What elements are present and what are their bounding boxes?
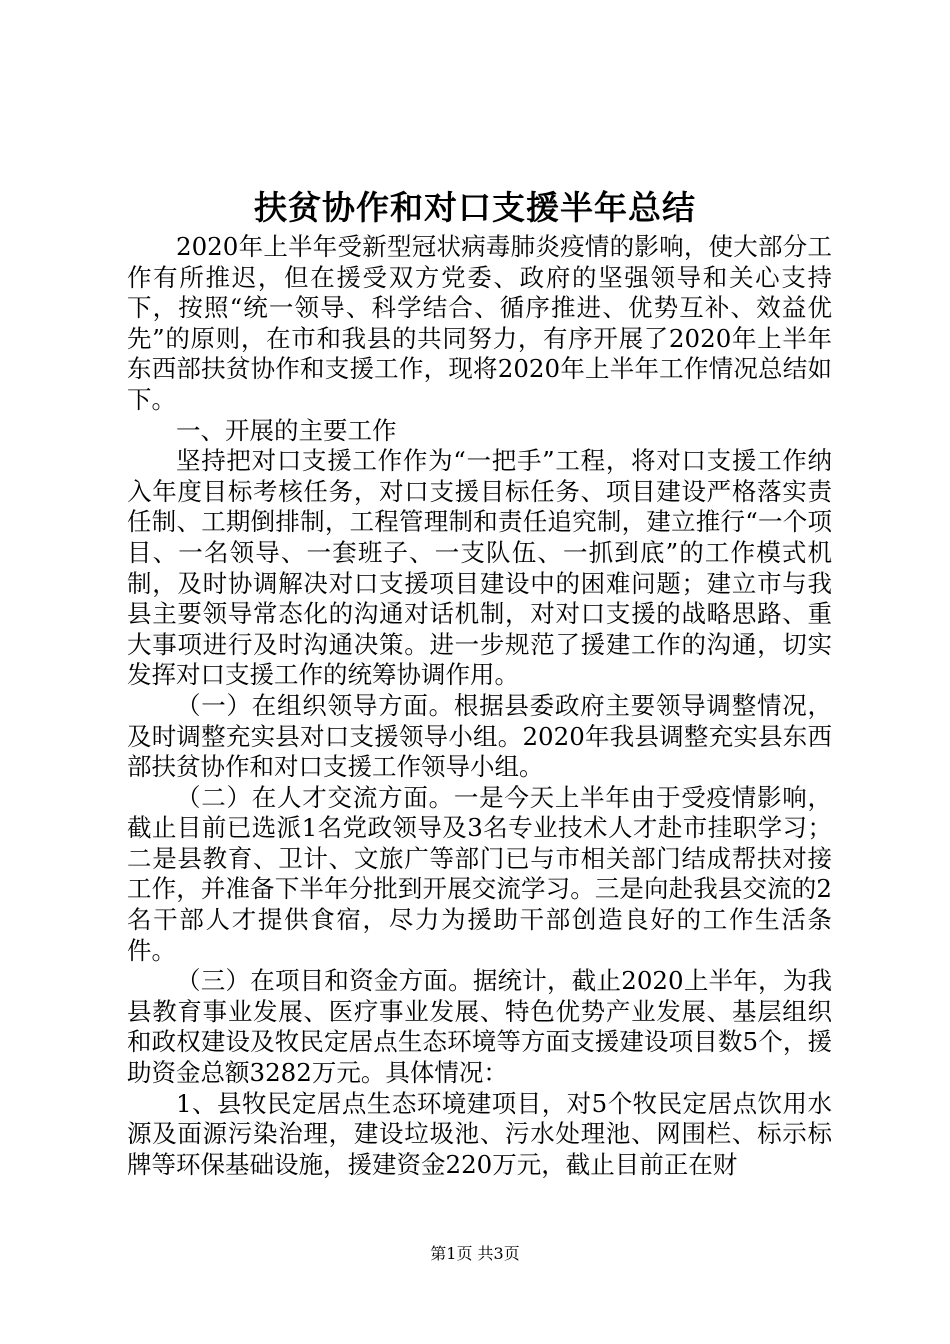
paragraph-organization: （一）在组织领导方面。根据县委政府主要领导调整情况，及时调整充实县对口支援领导小组。2020年我县调整充实县东西部扶贫协作和对口支援工作领导小组。 <box>127 690 832 782</box>
paragraph-projects: （三）在项目和资金方面。据统计，截止2020上半年，为我县教育事业发展、医疗事业发展、特色优势产业发展、基层组织和政权建设及牧民定居点生态环境等方面支援建设项目数5个，援助资金总额3282万元。具体情况： <box>127 966 832 1088</box>
document-body <box>127 232 832 1180</box>
section-heading: 一、开展的主要工作 <box>176 415 397 445</box>
page-footer: 第1页 共3页 <box>430 1244 520 1263</box>
paragraph-talent: （二）在人才交流方面。一是今天上半年由于受疫情影响，截止目前已选派1名党政领导及3名专业技术人才赴市挂职学习；二是县教育、卫计、文旅广等部门已与市相关部门结成帮扶对接工作，并准备下半年分批到开展交流学习。三是向赴我县交流的2名干部人才提供食宿，尽力为援助干部创造良好的工作生活条件。 <box>127 782 832 965</box>
paragraph-project-1: 1、县牧民定居点生态环境建项目，对5个牧民定居点饮用水源及面源污染治理，建设垃圾池、污水处理池、网围栏、标示标牌等环保基础设施，援建资金220万元，截止目前正在财 <box>127 1088 832 1179</box>
page-title: 扶贫协作和对口支援半年总结 <box>254 188 696 227</box>
paragraph-main-work: 坚持把对口支援工作作为“一把手”工程，将对口支援工作纳入年度目标考核任务，对口支援目标任务、项目建设严格落实责任制、工期倒排制，工程管理制和责任追究制，建立推行“一个项目、一名领导、一套班子、一支队伍、一抓到底”的工作模式机制，及时协调解决对口支援项目建设中的困难问题；建立市与我县主要领导常态化的沟通对话机制，对对口支援的战略思路、重大事项进行及时沟通决策。进一步规范了援建工作的沟通，切实发挥对口支援工作的统筹协调作用。 <box>127 446 832 690</box>
paragraph-intro: 2020年上半年受新型冠状病毒肺炎疫情的影响，使大部分工作有所推迟，但在援受双方党委、政府的坚强领导和关心支持下，按照“统一领导、科学结合、循序推进、优势互补、效益优先”的原则，在市和我县的共同努力，有序开展了2020年上半年东西部扶贫协作和支援工作，现将2020年上半年工作情况总结如下。 <box>127 232 832 414</box>
